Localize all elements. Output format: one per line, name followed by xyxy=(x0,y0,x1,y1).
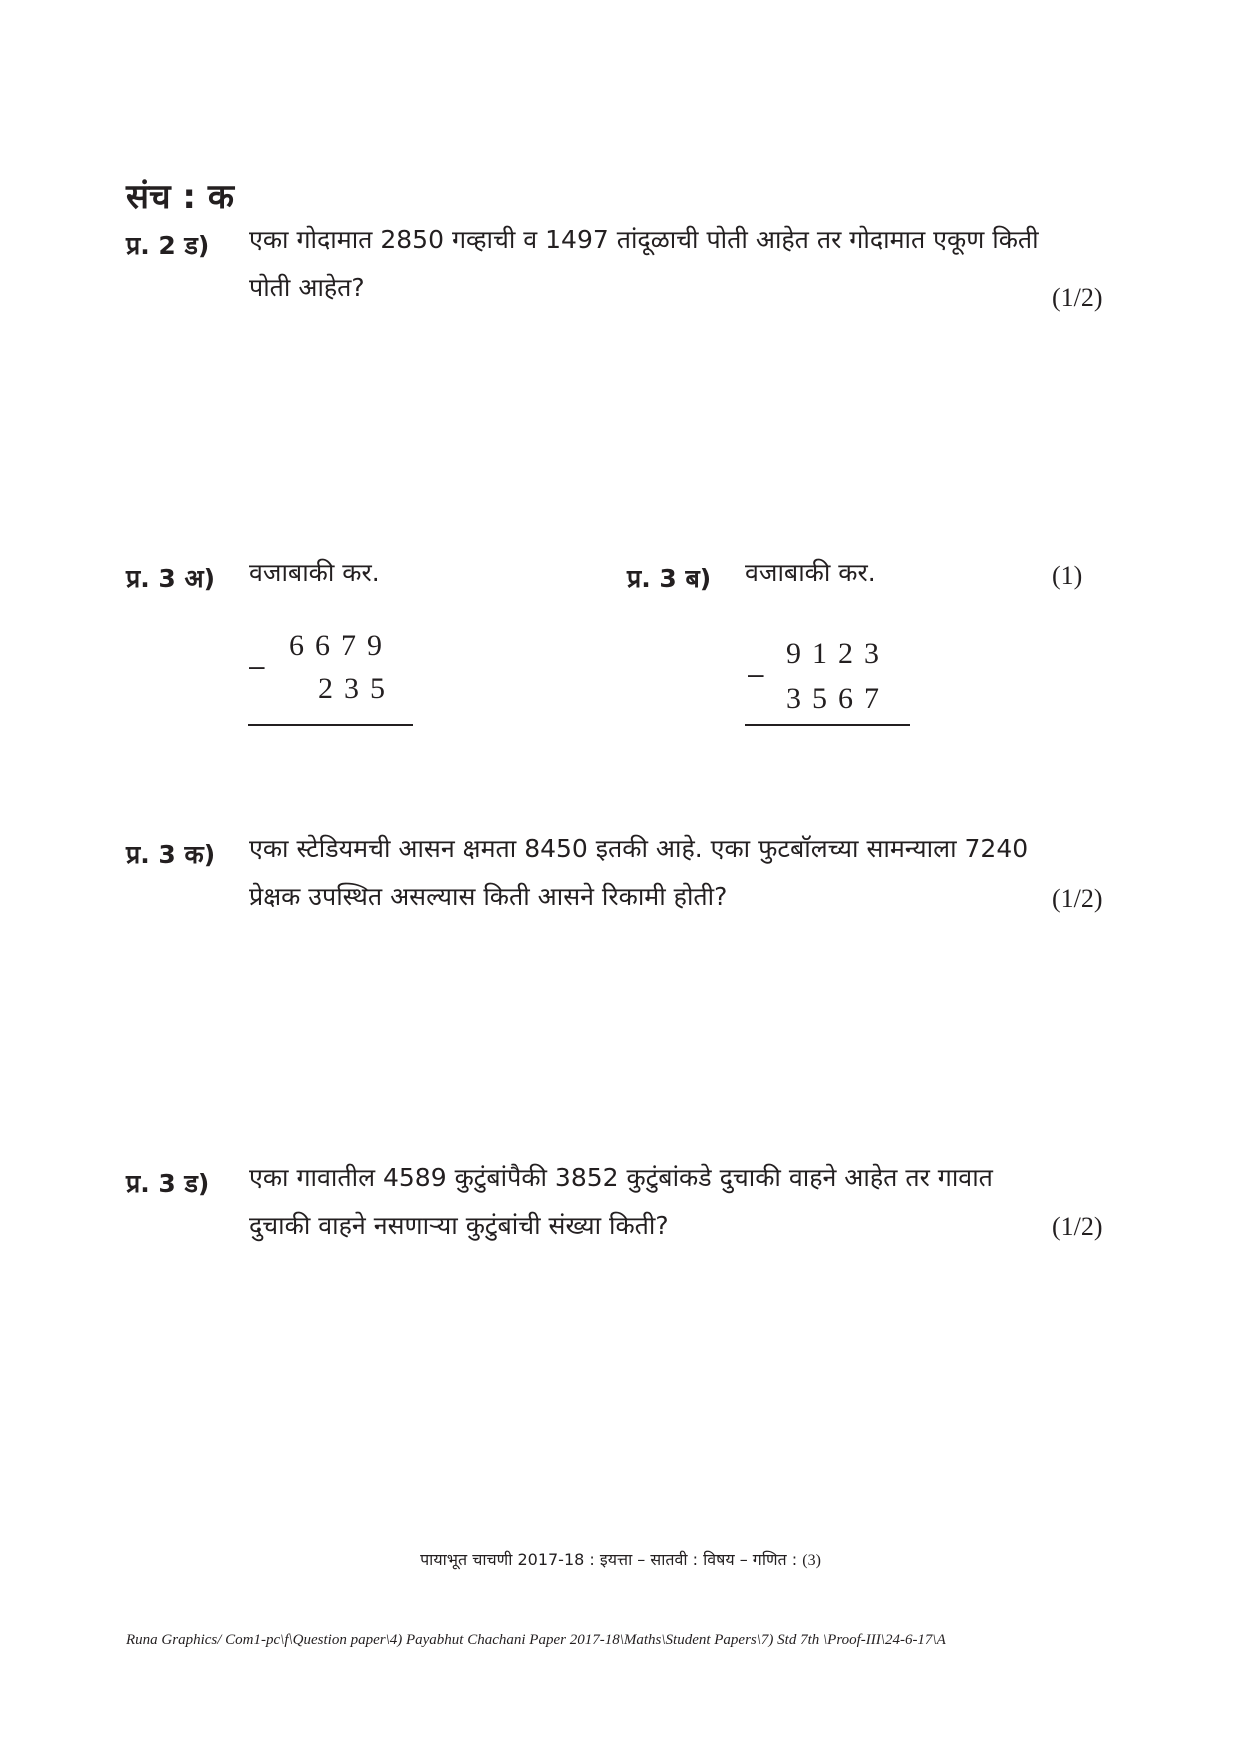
question-text-3c-line1: एका स्टेडियमची आसन क्षमता 8450 इतकी आहे. एका फुटबॉलच्या सामन्याला 7240 xyxy=(249,834,1029,863)
minus-sign-3b: – xyxy=(748,658,764,689)
footer-text: पायाभूत चाचणी 2017-18 : इयत्ता – सातवी : विषय – गणित : xyxy=(420,1550,798,1569)
question-number-3a: प्र. 3 अ) xyxy=(126,564,216,593)
marks-3c: (1/2) xyxy=(1052,884,1103,913)
subtrahend-3b: 3567 xyxy=(786,682,890,715)
question-text-2d-line2: पोती आहेत? xyxy=(249,273,365,302)
minuend-3b: 9123 xyxy=(786,637,890,670)
answer-line-3b xyxy=(745,724,910,726)
question-number-3d: प्र. 3 ड) xyxy=(126,1169,210,1198)
instruction-3a: वजाबाकी कर. xyxy=(249,558,380,587)
file-path: Runa Graphics/ Com1-pc\f\Question paper\4) Payabhut Chachani Paper 2017-18\Maths\Student Papers\7) Std 7th \Proof-III\24-6-17\A xyxy=(126,1632,946,1648)
set-title: संच : क xyxy=(126,177,234,217)
marks-3d: (1/2) xyxy=(1052,1212,1103,1241)
answer-line-3a xyxy=(248,724,413,726)
question-text-3d-line1: एका गावातील 4589 कुटुंबांपैकी 3852 कुटुंबांकडे दुचाकी वाहने आहेत तर गावात xyxy=(249,1163,993,1192)
minus-sign-3a: – xyxy=(249,650,265,681)
marks-2d: (1/2) xyxy=(1052,283,1103,312)
marks-3b: (1) xyxy=(1052,561,1083,590)
minuend-3a: 6679 xyxy=(289,629,393,662)
instruction-3b: वजाबाकी कर. xyxy=(745,558,876,587)
question-text-2d-line1: एका गोदामात 2850 गव्हाची व 1497 तांदूळाची पोती आहेत तर गोदामात एकूण किती xyxy=(249,225,1039,254)
page-number: (3) xyxy=(802,1552,821,1569)
question-number-3b: प्र. 3 ब) xyxy=(627,564,712,593)
question-number-2d: प्र. 2 ड) xyxy=(126,231,210,260)
question-text-2d xyxy=(249,216,1109,312)
question-text-3d-line2: दुचाकी वाहने नसणाऱ्या कुटुंबांची संख्या किती? xyxy=(249,1211,669,1240)
question-text-3c xyxy=(249,825,1109,921)
question-number-3c: प्र. 3 क) xyxy=(126,840,216,869)
page-footer xyxy=(0,1548,1241,1570)
question-text-3d xyxy=(249,1154,1109,1250)
question-text-3c-line2: प्रेक्षक उपस्थित असल्यास किती आसने रिकामी होती? xyxy=(249,882,728,911)
subtrahend-3a: 235 xyxy=(318,672,396,705)
